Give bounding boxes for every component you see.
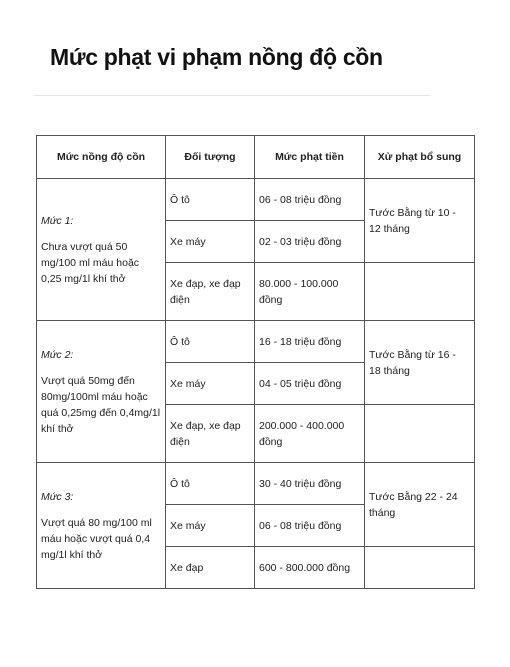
table-row	[37, 321, 475, 363]
fine-cell: 02 - 03 triệu đồng	[255, 221, 365, 263]
level-3-cell	[37, 463, 166, 589]
vehicle-cell: Ô tô	[166, 463, 255, 505]
fine-cell: 80.000 - 100.000 đồng	[255, 263, 365, 321]
vehicle-cell: Xe đạp, xe đạp điện	[166, 263, 255, 321]
vehicle-cell: Xe máy	[166, 505, 255, 547]
vehicle-cell: Xe máy	[166, 221, 255, 263]
fine-cell: 600 - 800.000 đồng	[255, 547, 365, 589]
vehicle-cell: Xe đạp, xe đạp điện	[166, 405, 255, 463]
fine-cell: 04 - 05 triệu đồng	[255, 363, 365, 405]
level-name: Mức 2:	[41, 348, 74, 361]
vehicle-cell: Xe máy	[166, 363, 255, 405]
vehicle-cell: Ô tô	[166, 321, 255, 363]
alcohol-fine-table	[36, 135, 475, 589]
fine-cell: 30 - 40 triệu đồng	[255, 463, 365, 505]
fine-cell: 200.000 - 400.000 đồng	[255, 405, 365, 463]
fine-cell: 06 - 08 triệu đồng	[255, 179, 365, 221]
header-vehicle: Đối tượng	[166, 136, 255, 179]
level-name: Mức 3:	[41, 490, 74, 503]
empty-penalty-cell	[365, 405, 475, 463]
header-alcohol-level: Mức nồng độ cồn	[37, 136, 166, 179]
table-row	[37, 179, 475, 221]
page-title: Mức phạt vi phạm nồng độ cồn	[50, 44, 383, 70]
penalty-text: Tước Bằng 22 - 24 tháng	[369, 490, 458, 519]
table-header-row	[37, 136, 475, 179]
level-description: Vượt quá 50mg đến 80mg/100ml máu hoặc quá 0,25mg đến 0,4mg/1l khí thở	[41, 374, 161, 435]
penalty-text: Tước Bằng từ 10 - 12 tháng	[369, 206, 456, 235]
vehicle-cell: Xe đạp	[166, 547, 255, 589]
level-description: Vượt quá 80 mg/100 ml máu hoặc vượt quá 0,4 mg/1l khí thở	[41, 516, 152, 561]
penalty-cell	[365, 463, 475, 547]
header-fine: Mức phạt tiền	[255, 136, 365, 179]
header-additional-penalty: Xử phạt bổ sung	[365, 136, 475, 179]
level-name: Mức 1:	[41, 214, 74, 227]
fine-cell: 06 - 08 triệu đồng	[255, 505, 365, 547]
empty-penalty-cell	[365, 263, 475, 321]
title-divider	[34, 95, 430, 96]
level-2-cell	[37, 321, 166, 463]
table-row	[37, 463, 475, 505]
level-1-cell	[37, 179, 166, 321]
fine-cell: 16 - 18 triệu đồng	[255, 321, 365, 363]
penalty-cell	[365, 321, 475, 405]
penalty-text: Tước Bằng từ 16 - 18 tháng	[369, 348, 456, 377]
empty-penalty-cell	[365, 547, 475, 589]
vehicle-cell: Ô tô	[166, 179, 255, 221]
level-description: Chưa vượt quá 50 mg/100 ml máu hoặc 0,25 mg/1l khí thở	[41, 240, 140, 285]
penalty-cell	[365, 179, 475, 263]
